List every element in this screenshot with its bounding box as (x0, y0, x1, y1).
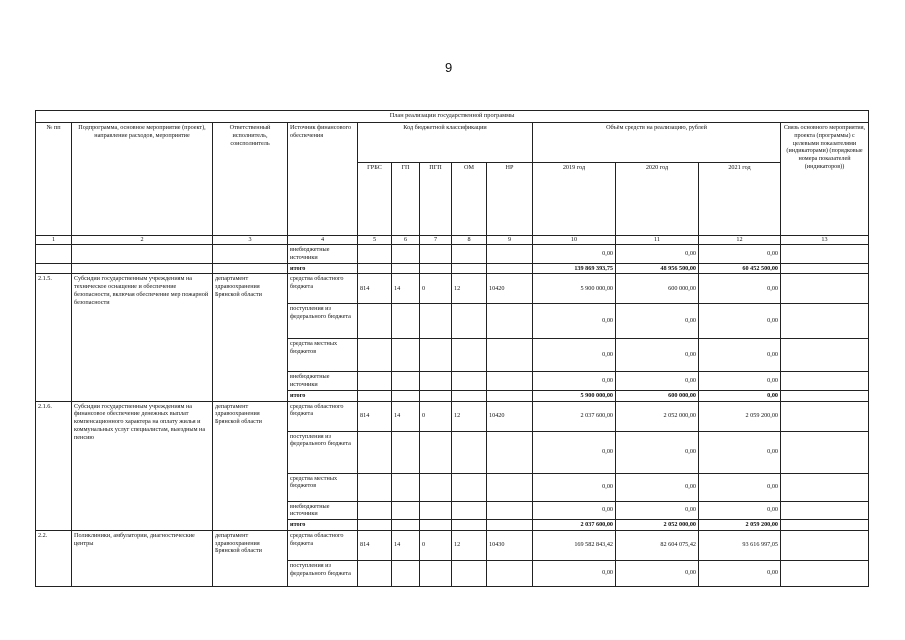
code-cell-pgp (420, 501, 452, 520)
code-cell-om (452, 520, 487, 531)
amount-cell: 0,00 (533, 473, 616, 501)
code-cell-nr: 10420 (487, 274, 533, 304)
code-cell-grbs (358, 501, 392, 520)
amount-cell: 0,00 (699, 274, 781, 304)
column-index-cell: 1 (36, 236, 72, 245)
amount-cell: 0,00 (616, 560, 699, 586)
code-cell-nr (487, 390, 533, 401)
column-index-cell: 3 (213, 236, 288, 245)
header-num: № пп (36, 123, 72, 236)
code-cell-gp (392, 520, 420, 531)
item-number: 2.2. (36, 530, 72, 586)
code-cell-grbs (358, 473, 392, 501)
amount-cell: 0,00 (533, 304, 616, 339)
source-cell: итого (288, 390, 358, 401)
code-cell (487, 263, 533, 274)
code-cell-om (452, 339, 487, 372)
executor-cell (213, 245, 288, 264)
code-cell-om (452, 304, 487, 339)
code-cell-om (452, 372, 487, 391)
code-cell (358, 263, 392, 274)
code-cell-nr: 10420 (487, 401, 533, 431)
code-cell-om (452, 390, 487, 401)
code-cell-pgp (420, 390, 452, 401)
code-cell-gp (392, 560, 420, 586)
column-index-row (36, 236, 869, 245)
amount-cell: 0,00 (699, 245, 781, 264)
code-cell (358, 245, 392, 264)
code-cell-om (452, 431, 487, 473)
code-cell-grbs (358, 520, 392, 531)
code-cell-pgp (420, 372, 452, 391)
amount-cell: 0,00 (616, 245, 699, 264)
code-cell-pgp: 0 (420, 530, 452, 560)
amount-cell: 600 000,00 (616, 274, 699, 304)
link-cell (781, 263, 869, 274)
code-cell-grbs: 814 (358, 274, 392, 304)
program-plan-table (35, 110, 869, 587)
item-name: Субсидии государственным учреждениям на техническое оснащение и обеспечение безопасности, включая обеспечение мер пожарной безопасности (72, 274, 213, 401)
code-cell-nr (487, 304, 533, 339)
amount-cell: 0,00 (616, 431, 699, 473)
table-title: План реализации государственной программы (36, 111, 869, 123)
amount-cell: 48 956 500,00 (616, 263, 699, 274)
header-source: Источник финансового обеспечения (288, 123, 358, 236)
amount-cell: 2 059 200,00 (699, 520, 781, 531)
code-cell-nr (487, 431, 533, 473)
source-cell: средства местных бюджетов (288, 339, 358, 372)
num-cell (36, 245, 72, 264)
column-index-cell: 2 (72, 236, 213, 245)
table-row (36, 263, 869, 274)
amount-cell: 0,00 (699, 473, 781, 501)
link-cell (781, 401, 869, 431)
code-cell-pgp: 0 (420, 274, 452, 304)
link-cell (781, 431, 869, 473)
source-cell: средства областного бюджета (288, 530, 358, 560)
amount-cell: 0,00 (533, 372, 616, 391)
code-cell-pgp (420, 304, 452, 339)
amount-cell: 60 452 500,00 (699, 263, 781, 274)
column-index-cell: 10 (533, 236, 616, 245)
code-cell (392, 263, 420, 274)
code-cell (420, 263, 452, 274)
table-row (36, 401, 869, 431)
amount-cell: 5 900 000,00 (533, 274, 616, 304)
code-cell-om (452, 473, 487, 501)
item-executor: департамент здравоохранения Брянской области (213, 530, 288, 586)
code-cell-pgp (420, 431, 452, 473)
code-cell-om: 12 (452, 401, 487, 431)
code-cell-gp: 14 (392, 530, 420, 560)
code-cell-gp (392, 473, 420, 501)
code-cell-grbs (358, 390, 392, 401)
link-cell (781, 372, 869, 391)
code-cell-grbs (358, 431, 392, 473)
amount-cell: 82 604 075,42 (616, 530, 699, 560)
column-index-cell: 13 (781, 236, 869, 245)
code-cell-nr (487, 372, 533, 391)
code-cell (392, 245, 420, 264)
header-om: ОМ (452, 163, 487, 236)
source-cell: внебюджетные источники (288, 372, 358, 391)
amount-cell: 2 037 600,00 (533, 520, 616, 531)
header-executor: Ответственный исполнитель, соисполнитель (213, 123, 288, 236)
link-cell (781, 274, 869, 304)
header-2019: 2019 год (533, 163, 616, 236)
amount-cell: 0,00 (533, 501, 616, 520)
item-number: 2.1.5. (36, 274, 72, 401)
page-number: 9 (445, 60, 453, 75)
amount-cell: 0,00 (699, 560, 781, 586)
source-cell: средства областного бюджета (288, 274, 358, 304)
amount-cell: 0,00 (699, 431, 781, 473)
code-cell-nr (487, 501, 533, 520)
code-cell-gp (392, 372, 420, 391)
amount-cell: 93 616 997,05 (699, 530, 781, 560)
amount-cell: 0,00 (533, 431, 616, 473)
code-cell-gp (392, 431, 420, 473)
amount-cell: 0,00 (699, 304, 781, 339)
amount-cell: 0,00 (616, 473, 699, 501)
amount-cell: 0,00 (533, 560, 616, 586)
column-index-cell: 8 (452, 236, 487, 245)
table-row (36, 530, 869, 560)
amount-cell: 600 000,00 (616, 390, 699, 401)
link-cell (781, 560, 869, 586)
name-cell (72, 245, 213, 264)
source-cell: поступления из федерального бюджета (288, 431, 358, 473)
source-cell: средства местных бюджетов (288, 473, 358, 501)
amount-cell: 2 052 000,00 (616, 401, 699, 431)
amount-cell: 0,00 (616, 501, 699, 520)
header-2020: 2020 год (616, 163, 699, 236)
source-cell: внебюджетные источники (288, 245, 358, 264)
table-row (36, 274, 869, 304)
code-cell-nr (487, 520, 533, 531)
amount-cell: 0,00 (699, 501, 781, 520)
header-budget-code: Код бюджетной классификации (358, 123, 533, 163)
column-index-cell: 6 (392, 236, 420, 245)
item-name: Поликлиники, амбулатории, диагностические центры (72, 530, 213, 586)
column-index-cell: 11 (616, 236, 699, 245)
amount-cell: 0,00 (533, 245, 616, 264)
code-cell-gp (392, 390, 420, 401)
code-cell-gp: 14 (392, 401, 420, 431)
code-cell-nr: 10430 (487, 530, 533, 560)
link-cell (781, 339, 869, 372)
link-cell (781, 245, 869, 264)
column-index-cell: 9 (487, 236, 533, 245)
link-cell (781, 530, 869, 560)
code-cell-gp (392, 304, 420, 339)
code-cell (487, 245, 533, 264)
link-cell (781, 473, 869, 501)
code-cell-om (452, 560, 487, 586)
code-cell (420, 245, 452, 264)
code-cell-grbs (358, 560, 392, 586)
amount-cell: 0,00 (533, 339, 616, 372)
code-cell-grbs (358, 372, 392, 391)
code-cell-gp: 14 (392, 274, 420, 304)
column-index-cell: 12 (699, 236, 781, 245)
code-cell-om (452, 501, 487, 520)
code-cell-om: 12 (452, 530, 487, 560)
header-grbs: ГРБС (358, 163, 392, 236)
header-link: Связь основного мероприятия, проекта (программы) с целевыми показателями (индикаторами) (порядковые номера показателей (индикаторов)) (781, 123, 869, 236)
amount-cell: 0,00 (699, 372, 781, 391)
code-cell-gp (392, 339, 420, 372)
column-index-cell: 5 (358, 236, 392, 245)
link-cell (781, 520, 869, 531)
executor-cell (213, 263, 288, 274)
amount-cell: 139 869 393,75 (533, 263, 616, 274)
name-cell (72, 263, 213, 274)
header-nr: НР (487, 163, 533, 236)
item-name: Субсидии государственным учреждениям на финансовое обеспечение денежных выплат компенсационного характера на оплату жилья и коммунальных услуг специалистам, выездным на пенсию (72, 401, 213, 530)
header-volume: Объём средств на реализацию, рублей (533, 123, 781, 163)
amount-cell: 0,00 (616, 372, 699, 391)
code-cell-grbs: 814 (358, 530, 392, 560)
code-cell-pgp (420, 473, 452, 501)
link-cell (781, 304, 869, 339)
amount-cell: 2 059 200,00 (699, 401, 781, 431)
amount-cell: 169 582 843,42 (533, 530, 616, 560)
header-2021: 2021 год (699, 163, 781, 236)
column-index-cell: 4 (288, 236, 358, 245)
table-row (36, 245, 869, 264)
code-cell-pgp (420, 339, 452, 372)
source-cell: поступления из федерального бюджета (288, 560, 358, 586)
header-pgp: ПГП (420, 163, 452, 236)
code-cell-pgp (420, 520, 452, 531)
code-cell-grbs (358, 339, 392, 372)
code-cell-nr (487, 339, 533, 372)
code-cell-grbs (358, 304, 392, 339)
code-cell-nr (487, 473, 533, 501)
source-cell: поступления из федерального бюджета (288, 304, 358, 339)
code-cell (452, 263, 487, 274)
code-cell-pgp: 0 (420, 401, 452, 431)
link-cell (781, 501, 869, 520)
header-name: Подпрограмма, основное мероприятие (проект), направление расходов, мероприятие (72, 123, 213, 236)
item-executor: департамент здравоохранения Брянской области (213, 401, 288, 530)
item-number: 2.1.6. (36, 401, 72, 530)
source-cell: итого (288, 520, 358, 531)
code-cell (452, 245, 487, 264)
amount-cell: 0,00 (699, 390, 781, 401)
amount-cell: 0,00 (616, 339, 699, 372)
amount-cell: 0,00 (699, 339, 781, 372)
amount-cell: 5 900 000,00 (533, 390, 616, 401)
header-gp: ГП (392, 163, 420, 236)
source-cell: итого (288, 263, 358, 274)
code-cell-pgp (420, 560, 452, 586)
code-cell-gp (392, 501, 420, 520)
code-cell-nr (487, 560, 533, 586)
amount-cell: 2 052 000,00 (616, 520, 699, 531)
source-cell: средства областного бюджета (288, 401, 358, 431)
amount-cell: 2 037 600,00 (533, 401, 616, 431)
source-cell: внебюджетные источники (288, 501, 358, 520)
code-cell-grbs: 814 (358, 401, 392, 431)
item-executor: департамент здравоохранения Брянской области (213, 274, 288, 401)
amount-cell: 0,00 (616, 304, 699, 339)
link-cell (781, 390, 869, 401)
code-cell-om: 12 (452, 274, 487, 304)
column-index-cell: 7 (420, 236, 452, 245)
num-cell (36, 263, 72, 274)
